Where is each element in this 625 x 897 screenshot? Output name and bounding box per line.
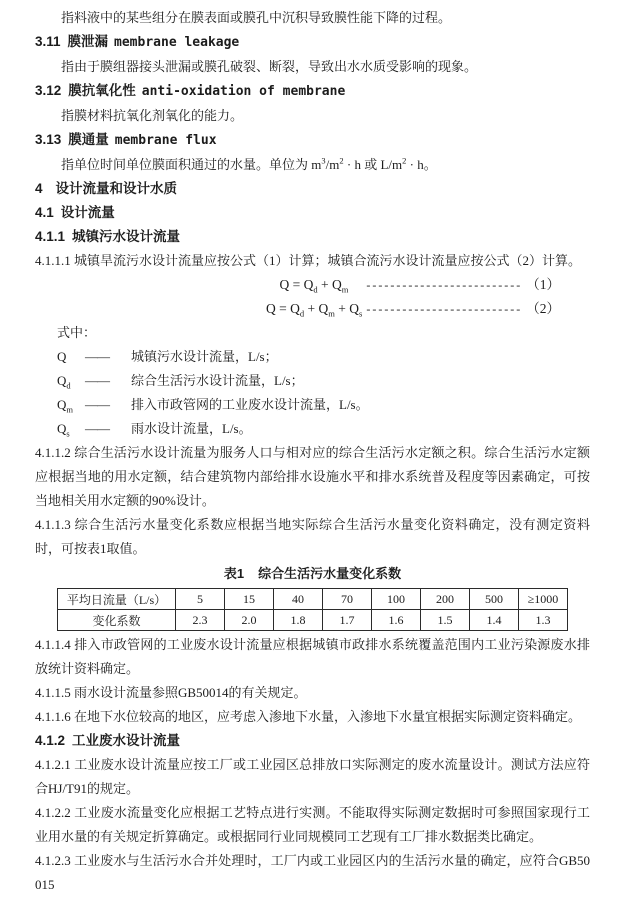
table-header-cell: 平均日流量（L/s） [58,589,176,610]
symbol-description: 综合生活污水设计流量，L/s； [131,373,304,388]
table-cell: 2.0 [225,610,274,631]
superscript-2: 2 [402,155,407,166]
table-cell: 200 [421,589,470,610]
formula-term: + Q [304,301,329,316]
heading-4-1-2-industrial-wastewater-flow [35,729,590,753]
symbol-definition-row-qd [35,369,590,393]
heading-title-zh: 设计流量 [60,205,115,220]
symbol-dash: —— [85,349,109,364]
formula-term: Q = Q [279,277,314,292]
formula-subscript-m: m [341,284,349,295]
flux-text: 指单位时间单位膜面积通过的水量。单位为 m [61,157,322,172]
symbol-base: Q [57,421,67,436]
table-cell: 1.5 [421,610,470,631]
heading-title-en: membrane flux [114,133,217,148]
where-label: 式中： [57,325,97,340]
paragraph-4-1-1-5: 4.1.1.5 雨水设计流量参照GB50014的有关规定。 [35,685,307,700]
formula-1 [35,273,590,297]
symbol-dash: —— [85,373,109,388]
paragraph-4-1-1-6: 4.1.1.6 在地下水位较高的地区，应考虑入渗地下水量，入渗地下水量宜根据实际测定资料确定。 [35,709,582,724]
table-1-caption [35,561,590,587]
table-cell: 2.3 [176,610,225,631]
paragraph-4-1-1-2: 4.1.1.2 综合生活污水设计流量为服务人口与相对应的综合生活污水定额之积。综合生活污水定额应根据当地的用水定额，结合建筑物内部给排水设施水平和排水系统普及程度等因素确定，可按当地相关用水定额的90%设计。 [35,445,590,508]
symbol-base: Q [57,397,67,412]
heading-number: 3.13 [35,132,62,147]
heading-4-design-flow-quality [35,177,590,201]
symbol [57,417,85,441]
flux-text: · h。 [406,157,437,172]
paragraph-4-1-2-1: 4.1.2.1 工业废水设计流量应按工厂或工业园区总排放口实际测定的废水流量设计。测试方法应符合HJ/T91的规定。 [35,757,590,796]
table-cell: 1.8 [274,610,323,631]
heading-title-zh: 膜通量 [68,132,109,147]
heading-4-1-1-municipal-sewage-flow [35,225,590,249]
symbol-definition-row-qs [35,417,590,441]
symbol [57,345,85,369]
heading-4-1-design-flow [35,201,590,225]
formula-1-equation [279,273,348,297]
symbol-definition-row-qm [35,393,590,417]
formula-subscript-d: d [313,284,318,295]
table-cell: 1.3 [519,610,568,631]
heading-3-12-anti-oxidation [35,79,590,104]
formula-number: （1） [526,277,560,292]
heading-number: 4 [35,181,43,196]
heading-title-zh: 城镇污水设计流量 [72,229,181,244]
heading-3-11-membrane-leakage [35,30,590,55]
heading-title-en: membrane leakage [114,35,240,50]
paragraph-3-12-definition: 指膜材料抗氧化剂氧化的能力。 [61,108,244,123]
symbol-subscript: s [66,428,70,439]
table-1-variation-coefficient [57,588,568,631]
formula-leader-dashes: -------------------------- [366,278,523,292]
table-cell: ≥1000 [519,589,568,610]
heading-title-zh: 设计流量和设计水质 [55,181,178,196]
formula-term: Q = Q [266,301,300,316]
table-caption-title: 综合生活污水量变化系数 [258,566,402,581]
symbol-base: Q [57,373,67,388]
symbol [57,393,85,417]
heading-title-zh: 膜泄漏 [67,34,109,49]
flux-text: · h 或 L/m [343,157,403,172]
table-cell: 40 [274,589,323,610]
formula-subscript-s: s [359,308,363,319]
formula-2 [35,297,590,321]
paragraph-4-1-1-1: 4.1.1.1 城镇旱流污水设计流量应按公式（1）计算；城镇合流污水设计流量应按公式（2）计算。 [35,253,582,268]
symbol-base: Q [57,349,67,364]
heading-number: 3.12 [35,83,62,98]
symbol [57,369,85,393]
table-cell: 1.7 [323,610,372,631]
formula-2-equation [266,297,362,321]
symbol-definition-row-q [35,345,590,369]
heading-number: 4.1.2 [35,733,66,748]
heading-number: 4.1.1 [35,229,66,244]
heading-number: 4.1 [35,205,54,220]
heading-title-en: anti-oxidation of membrane [141,84,346,99]
paragraph-4-1-1-3: 4.1.1.3 综合生活污水量变化系数应根据当地实际综合生活污水量变化资料确定，没有测定资料时，可按表1取值。 [35,517,590,556]
table-cell: 15 [225,589,274,610]
formula-term: + Q [334,301,360,316]
paragraph-4-1-1-4: 4.1.1.4 排入市政管网的工业废水设计流量应根据城镇市政排水系统覆盖范围内工业污染源废水排放统计资料确定。 [35,637,590,676]
paragraph-4-1-2-3: 4.1.2.3 工业废水与生活污水合并处理时，工厂内或工业园区内的生活污水量的确定，应符合GB50015 [35,853,590,892]
table-caption-number: 表1 [223,566,245,581]
paragraph-membrane-fouling-definition: 指料液中的某些组分在膜表面或膜孔中沉积导致膜性能下降的过程。 [61,10,452,25]
formula-term: + Q [317,277,342,292]
paragraph-3-11-definition: 指由于膜组器接头泄漏或膜孔破裂、断裂，导致出水水质受影响的现象。 [61,59,478,74]
formula-leader-dashes: -------------------------- [366,302,523,316]
flux-text: /m [325,157,340,172]
superscript-3: 3 [321,155,326,166]
symbol-subscript: d [66,380,71,391]
formula-subscript-d: d [299,308,305,319]
heading-title-zh: 膜抗氧化性 [68,83,136,98]
table-cell: 5 [176,589,225,610]
table-cell: 500 [470,589,519,610]
table-cell: 70 [323,589,372,610]
symbol-subscript: m [66,404,74,415]
heading-3-13-membrane-flux [35,128,590,153]
table-header-cell: 变化系数 [58,610,176,631]
symbol-description: 排入市政管网的工业废水设计流量，L/s。 [131,397,369,412]
superscript-2: 2 [339,155,344,166]
table-cell: 1.6 [372,610,421,631]
symbol-dash: —— [85,397,109,412]
table-row-average-daily-flow [58,589,568,610]
formula-number: （2） [526,301,560,316]
paragraph-3-13-definition [35,153,590,177]
symbol-description: 雨水设计流量，L/s。 [131,421,252,436]
formula-subscript-m: m [328,308,335,319]
symbol-description: 城镇污水设计流量，L/s； [131,349,278,364]
table-cell: 1.4 [470,610,519,631]
heading-number: 3.11 [35,34,61,49]
heading-title-zh: 工业废水设计流量 [72,733,181,748]
paragraph-4-1-2-2: 4.1.2.2 工业废水流量变化应根据工艺特点进行实测。不能取得实际测定数据时可参照国家现行工业用水量的有关规定折算确定。或根据同行业同规模同工艺现有工厂排水数据类比确定。 [35,805,590,844]
table-row-variation-coefficient [58,610,568,631]
table-cell: 100 [372,589,421,610]
symbol-dash: —— [85,421,109,436]
